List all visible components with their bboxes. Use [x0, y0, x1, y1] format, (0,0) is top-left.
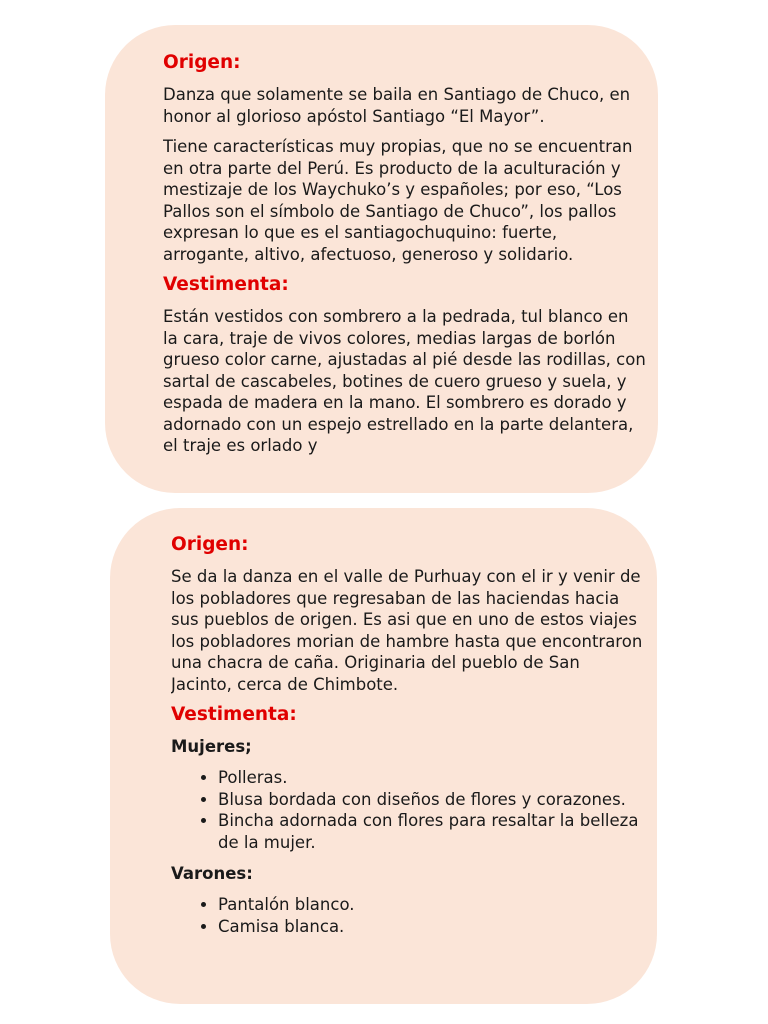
- card-content: [163, 52, 648, 492]
- mujeres-list: [171, 767, 645, 853]
- list-item: • Camisa blanca.: [218, 916, 645, 938]
- origen-paragraph: Danza que solamente se baila en Santiago de Chuco, en honor al glorioso apóstol Santiago “El Mayor”.: [163, 85, 631, 126]
- card-content: [171, 534, 645, 1000]
- list-item: • Bincha adornada con flores para resaltar la belleza de la mujer.: [218, 810, 645, 853]
- info-card-los-pallos: [105, 25, 658, 493]
- origen-heading: Origen:: [163, 52, 241, 73]
- info-card-purhuay: [110, 508, 657, 1004]
- origen-paragraph: Tiene características muy propias, que no se encuentran en otra parte del Perú. Es producto de la aculturación y mestizaje de los Waychuko’s y españoles; por eso, “Los Pallos son el símbolo de Santiago de Chuco”, los pallos expresan lo que es el santiagochuquino: fuerte, arrogante, altivo, afectuoso, generoso y solidario.: [163, 137, 633, 264]
- list-item: • Polleras.: [218, 767, 645, 789]
- vestimenta-heading: Vestimenta:: [171, 704, 297, 725]
- varones-list: [171, 894, 645, 937]
- origen-heading: Origen:: [171, 534, 249, 555]
- list-item: • Pantalón blanco.: [218, 894, 645, 916]
- vestimenta-heading: Vestimenta:: [163, 274, 289, 295]
- origen-paragraph: Se da la danza en el valle de Purhuay con el ir y venir de los pobladores que regresaban de las haciendas hacia sus pueblos de origen. Es asi que en uno de estos viajes los pobladores morian de hambre hasta que encontraron una chacra de caña. Originaria del pueblo de San Jacinto, cerca de Chimbote.: [171, 567, 643, 694]
- varones-label: Varones:: [171, 864, 253, 883]
- list-item: • Blusa bordada con diseños de flores y corazones.: [218, 789, 645, 811]
- vestimenta-paragraph: Están vestidos con sombrero a la pedrada, tul blanco en la cara, traje de vivos colores, medias largas de borlón grueso color carne, ajustadas al pié desde las rodillas, con sartal de cascabeles, botines de cuero grueso y suela, y espada de madera en la mano. El sombrero es dorado y adornado con un espejo estrellado en la parte delantera, el traje es orlado y: [163, 307, 646, 455]
- mujeres-label: Mujeres;: [171, 737, 252, 756]
